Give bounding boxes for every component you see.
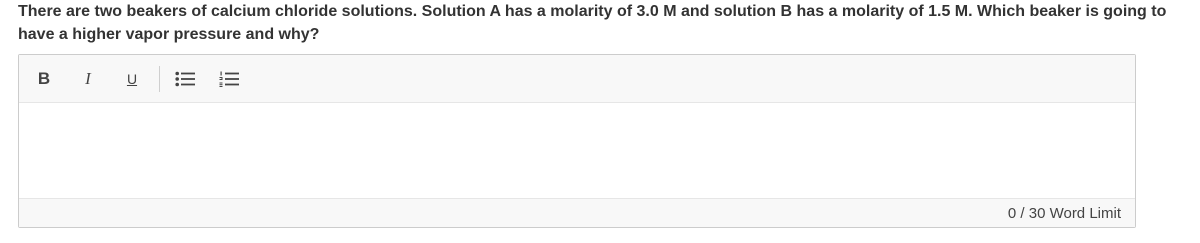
bold-icon: B [37, 68, 51, 88]
answer-input[interactable] [19, 103, 1135, 199]
bold-button[interactable] [29, 64, 59, 94]
editor-toolbar [19, 55, 1135, 103]
word-count-footer [19, 199, 1135, 227]
bulleted-list-icon [175, 71, 195, 87]
underline-icon: U [126, 70, 138, 87]
word-count-separator: / [1016, 204, 1029, 222]
numbered-list-icon [219, 71, 239, 87]
rich-text-editor [18, 54, 1136, 228]
word-count-current: 0 [1007, 204, 1017, 222]
numbered-list-button[interactable] [214, 64, 244, 94]
italic-icon: I [85, 68, 91, 88]
question-text: There are two beakers of calcium chloride solutions. Solution A has a molarity of 3.0 M and solution B has a molarity of 1.5 M. Which beaker is going to have a higher vapor pressure and why? [18, 3, 1167, 43]
toolbar-divider [159, 66, 160, 92]
underline-button[interactable] [117, 64, 147, 94]
word-count-limit: 30 Word Limit [1028, 204, 1121, 222]
italic-button[interactable] [73, 64, 103, 94]
bulleted-list-button[interactable] [170, 64, 200, 94]
